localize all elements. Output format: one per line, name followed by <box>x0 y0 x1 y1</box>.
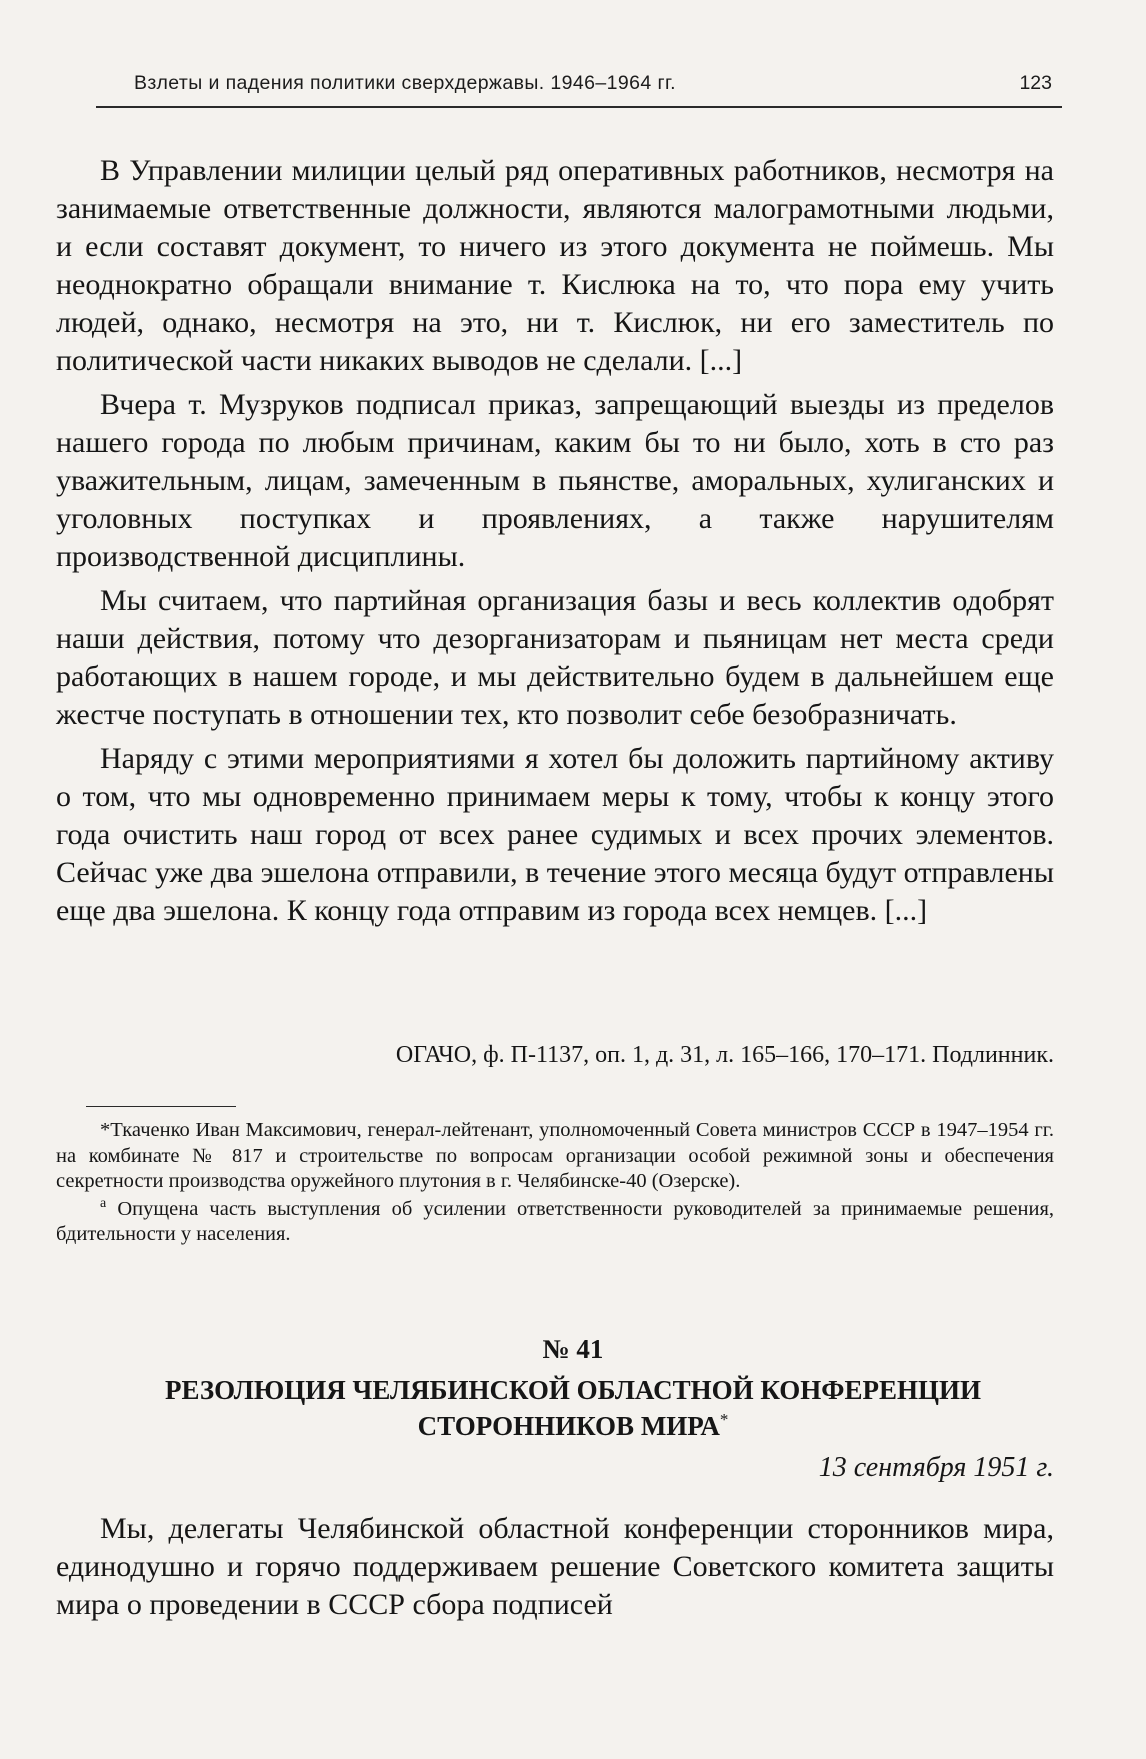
archival-source: ОГАЧО, ф. П-1137, оп. 1, д. 31, л. 165–166, 170–171. Подлинник. <box>395 1042 1054 1068</box>
document-title <box>60 1372 1086 1444</box>
paragraph: Мы считаем, что партийная организация базы и весь коллектив одобрят наши действия, потому что дезорганизаторам и пьяницам нет места среди работающих в нашем городе, и мы действительно будем в дальнейшем еще жестче поступать в отношении тех, кто позволит себе безобразничать. <box>56 584 1054 731</box>
paragraph: Наряду с этими мероприятиями я хотел бы доложить партийному активу о том, что мы одновременно принимаем меры к тому, чтобы к концу этого года очистить наш город от всех ранее судимых и всех прочих элементов. Сейчас уже два эшелона отправили, в течение этого месяца будут отправлены еще два эшелона. К концу года отправим из города всех немцев. [...] <box>56 742 1054 927</box>
footnotes <box>56 1118 1054 1250</box>
page-number: 123 <box>1019 72 1052 94</box>
paragraph: В Управлении милиции целый ряд оперативных работников, несмотря на занимаемые ответственные должности, являются малограмотными людьми, и если составят документ, то ничего из этого документа не поймешь. Мы неоднократно обращали внимание т. Кислюка на то, что пора ему учить людей, однако, несмотря на это, ни т. Кислюк, ни его заместитель по политической части никаких выводов не сделали. [...] <box>56 154 1054 377</box>
resolution-text <box>56 1510 1054 1624</box>
paragraph: Вчера т. Музруков подписал приказ, запрещающий выезды из пределов нашего города по любым причинам, каким бы то ни было, хоть в сто раз уважительным, лицам, замеченным в пьянстве, аморальных, хулиганских и уголовных поступках и проявлениях, а также нарушителям производственной дисциплины. <box>56 388 1054 573</box>
footnote-star-mark: * <box>100 1119 111 1141</box>
footnote-star-text: Ткаченко Иван Максимович, генерал-лейтенант, уполномоченный Совета министров СССР в 1947–1954 гг. на комбинате № 817 и строительстве по вопросам организации особой режимной зоны и обеспечения секретности производства оружейного плутония в г. Челябинске-40 (Озерске). <box>56 1119 1054 1192</box>
footnote-a-mark: a <box>100 1195 107 1211</box>
document-title-mark: * <box>719 1410 729 1429</box>
footnote-a-text: Опущена часть выступления об усилении ответственности руководителей за принимаемые решения, бдительности у населения. <box>56 1197 1054 1245</box>
document-date: 13 сентября 1951 г. <box>818 1452 1054 1483</box>
footnote-divider <box>86 1106 236 1107</box>
document-number: № 41 <box>542 1334 604 1364</box>
running-title: Взлеты и падения политики сверхдержавы. 1946–1964 гг. <box>134 72 676 94</box>
body-text <box>56 152 1054 936</box>
paragraph: Мы, делегаты Челябинской областной конференции сторонников мира, единодушно и горячо поддерживаем решение Советского комитета защиты мира о проведении в СССР сбора подписей <box>56 1512 1054 1621</box>
document-title-text: РЕЗОЛЮЦИЯ ЧЕЛЯБИНСКОЙ ОБЛАСТНОЙ КОНФЕРЕНЦИИ СТОРОННИКОВ МИРА <box>165 1375 981 1441</box>
footnote-a <box>56 1197 1054 1248</box>
running-header <box>96 62 1062 108</box>
footnote-star <box>56 1118 1054 1195</box>
